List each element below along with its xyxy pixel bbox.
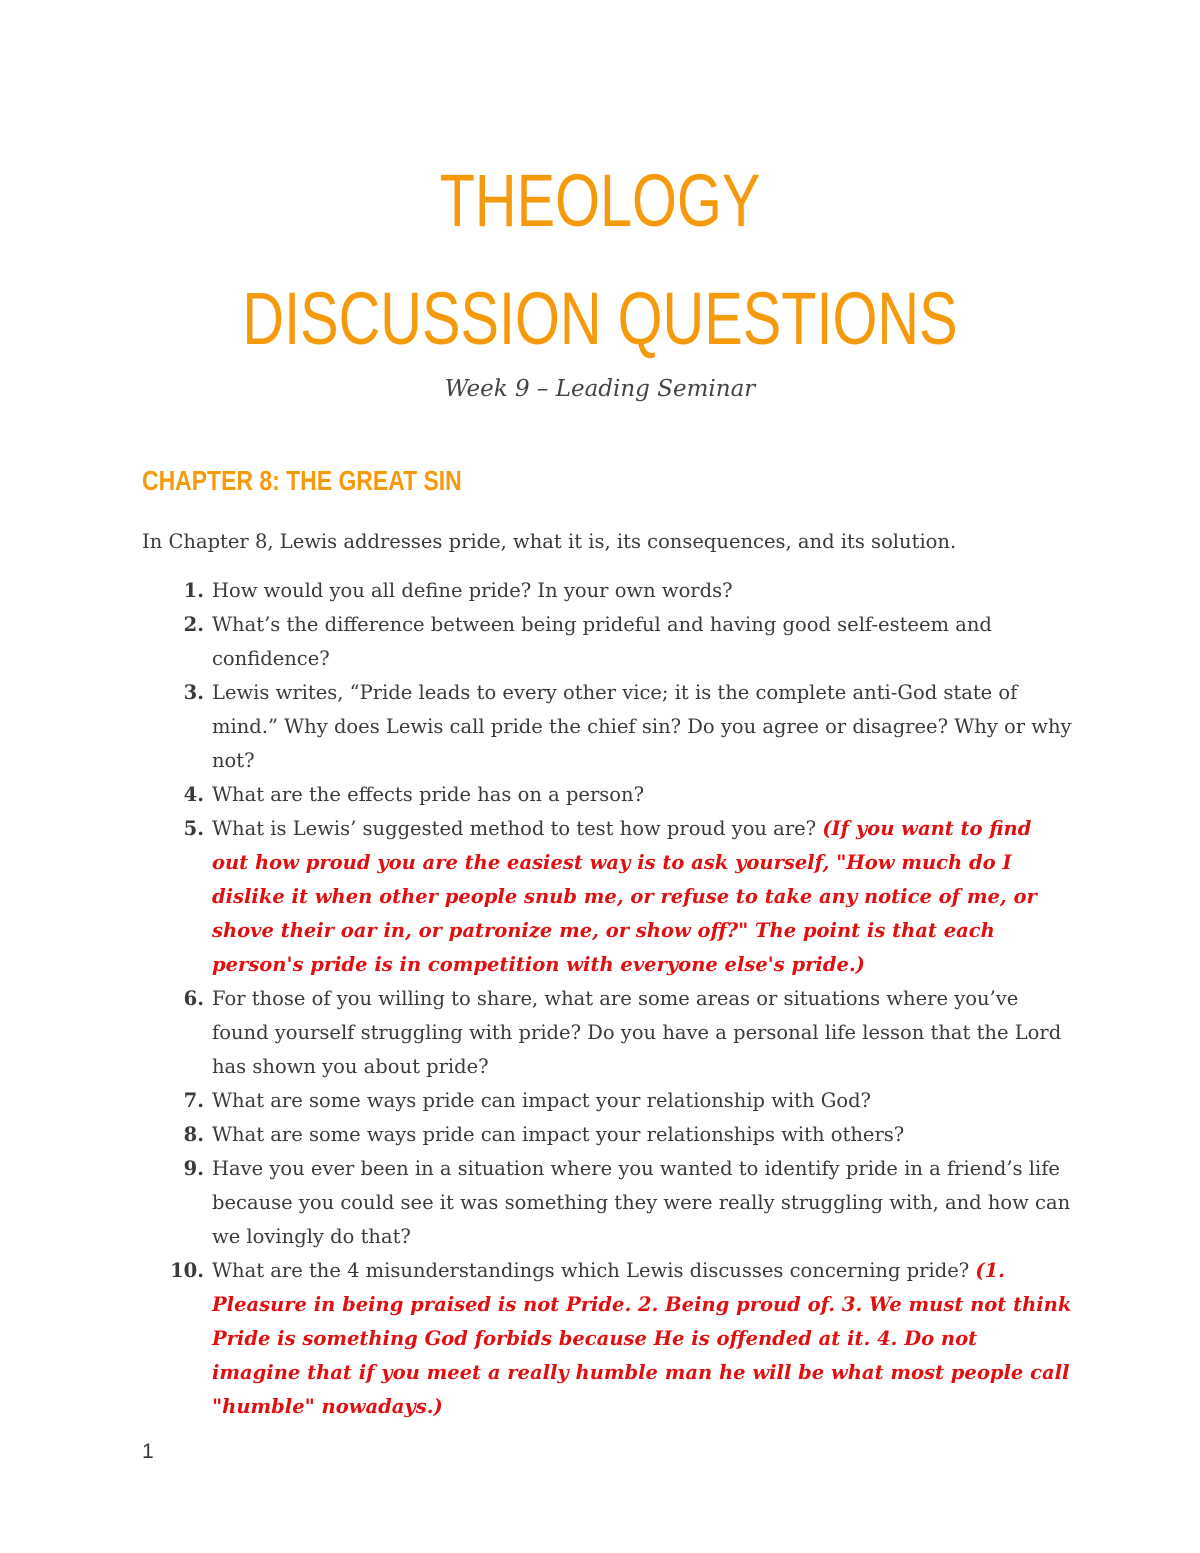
question-text: How would you all define pride? In your own words? xyxy=(212,579,733,602)
title-line-2: DISCUSSION QUESTIONS xyxy=(242,277,958,360)
title-line-1: THEOLOGY xyxy=(439,159,761,242)
question-item xyxy=(142,1254,1072,1424)
question-number: 5. xyxy=(183,817,204,840)
question-item xyxy=(142,1118,1072,1152)
question-number: 4. xyxy=(183,783,204,806)
question-number: 3. xyxy=(183,681,204,704)
question-item xyxy=(142,1152,1072,1254)
question-item xyxy=(142,608,1072,676)
question-number: 7. xyxy=(183,1089,204,1112)
question-text: Lewis writes, “Pride leads to every other vice; it is the complete anti-God state of mind.” Why does Lewis call pride the chief sin? Do you agree or disagree? Why or why not? xyxy=(212,681,1072,772)
question-item xyxy=(142,1084,1072,1118)
question-text: What are the effects pride has on a person? xyxy=(212,783,645,806)
page-number: 1 xyxy=(142,1440,154,1463)
question-item xyxy=(142,812,1072,982)
question-text: What’s the difference between being prideful and having good self-esteem and confidence? xyxy=(212,613,992,670)
question-text: What is Lewis’ suggested method to test how proud you are? xyxy=(212,817,823,840)
question-answer: (1. Pleasure in being praised is not Pride. 2. Being proud of. 3. We must not think Pride is something God forbids because He is offended at it. 4. Do not imagine that if you meet a really humble man he will be what most people call "humble" nowadays.) xyxy=(212,1259,1072,1418)
question-text: For those of you willing to share, what are some areas or situations where you’ve found yourself struggling with pride? Do you have a personal life lesson that the Lord has shown you about pride? xyxy=(212,987,1062,1078)
question-item xyxy=(142,574,1072,608)
question-text: What are some ways pride can impact your relationships with others? xyxy=(212,1123,905,1146)
subtitle: Week 9 – Leading Seminar xyxy=(444,376,756,402)
questions-list xyxy=(142,574,1072,1424)
chapter-heading: CHAPTER 8: THE GREAT SIN xyxy=(142,465,462,496)
chapter-intro: In Chapter 8, Lewis addresses pride, what it is, its consequences, and its solution. xyxy=(142,530,957,553)
question-item xyxy=(142,676,1072,778)
question-item xyxy=(142,982,1072,1084)
question-text: What are the 4 misunderstandings which Lewis discusses concerning pride? xyxy=(212,1259,976,1282)
question-number: 2. xyxy=(183,613,204,636)
question-number: 6. xyxy=(183,987,204,1010)
question-number: 1. xyxy=(183,579,204,602)
question-number: 10. xyxy=(170,1259,204,1282)
question-number: 9. xyxy=(183,1157,204,1180)
question-answer: (If you want to find out how proud you are the easiest way is to ask yourself, "How much do I dislike it when other people snub me, or refuse to take any notice of me, or shove their oar in, or patronize me, or show off?" The point is that each person's pride is in competition with everyone else's pride.) xyxy=(212,817,1037,976)
question-text: Have you ever been in a situation where you wanted to identify pride in a friend’s life because you could see it was something they were really struggling with, and how can we lovingly do that? xyxy=(212,1157,1071,1248)
question-number: 8. xyxy=(183,1123,204,1146)
question-text: What are some ways pride can impact your relationship with God? xyxy=(212,1089,872,1112)
question-item xyxy=(142,778,1072,812)
